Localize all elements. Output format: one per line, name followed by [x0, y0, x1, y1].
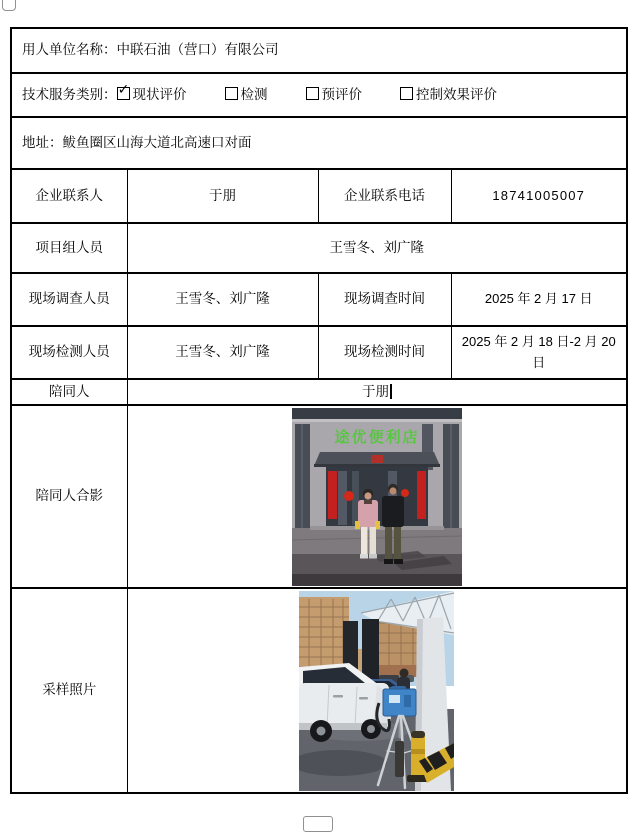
contact-phone-value: 18741005007 [492, 187, 586, 203]
checkbox-option-control-effect-evaluation[interactable] [400, 87, 497, 102]
table-row [11, 28, 627, 73]
employer-name-label: 用人单位名称： [22, 42, 117, 58]
table-row [11, 405, 627, 588]
sampling-photo[interactable] [299, 591, 454, 791]
survey-time-value-cell[interactable] [451, 273, 627, 326]
escort-value-cell[interactable] [127, 379, 627, 405]
survey-staff-value-cell[interactable] [127, 273, 318, 326]
escort-photo-label: 陪同人合影 [35, 488, 103, 504]
table-row [11, 223, 627, 273]
test-time-value: 2025 年 2 月 18 日-2 月 20 日 [461, 333, 616, 370]
escort-label-cell[interactable] [11, 379, 127, 405]
sampling-photo-cell[interactable] [127, 588, 627, 793]
escort-group-photo[interactable] [292, 408, 462, 586]
escort-photo-cell[interactable] [127, 405, 627, 588]
checkbox-option-status-evaluation[interactable] [117, 80, 187, 102]
survey-time-value: 2025 年 2 月 17 日 [484, 291, 593, 307]
checkbox-option-detection[interactable] [225, 87, 268, 102]
survey-staff-label: 现场调查人员 [28, 291, 110, 307]
checkbox-option-label: 控制效果评价 [416, 86, 497, 102]
table-row [11, 326, 627, 379]
test-staff-value-cell[interactable] [127, 326, 318, 379]
sampling-photo-label-cell[interactable] [11, 588, 127, 793]
contact-person-label-cell[interactable] [11, 169, 127, 223]
service-info-table [10, 27, 628, 794]
table-row [11, 273, 627, 326]
table-row [11, 588, 627, 793]
contact-person-label: 企业联系人 [35, 187, 103, 203]
test-staff-label: 现场检测人员 [28, 344, 110, 360]
test-time-value-cell[interactable] [451, 326, 627, 379]
store-sign-text: 途优便利店 [334, 428, 420, 446]
checkbox-unchecked-icon[interactable] [306, 87, 319, 100]
address-label: 地址： [22, 134, 63, 150]
checkbox-option-label: 检测 [240, 86, 268, 102]
ui-stub-bottom [303, 816, 333, 832]
project-team-label-cell[interactable] [11, 223, 127, 273]
contact-phone-label: 企业联系电话 [344, 187, 425, 203]
test-time-label: 现场检测时间 [344, 344, 425, 360]
escort-photo-label-cell[interactable] [11, 405, 127, 588]
escort-value: 于朋 [362, 383, 389, 399]
table-row [11, 379, 627, 405]
checkbox-checked-icon[interactable]: ✓ [117, 87, 130, 100]
project-team-value: 王雪冬、刘广隆 [329, 239, 424, 255]
survey-staff-label-cell[interactable] [11, 273, 127, 326]
text-cursor [390, 384, 392, 399]
service-category-cell[interactable] [11, 73, 627, 117]
service-category-label: 技术服务类别： [22, 86, 117, 102]
employer-name-cell[interactable] [11, 28, 627, 73]
table-row [11, 117, 627, 169]
table-row [11, 169, 627, 223]
test-staff-label-cell[interactable] [11, 326, 127, 379]
address-value: 鲅鱼圈区山海大道北高速口对面 [62, 134, 252, 150]
contact-phone-value-cell[interactable] [451, 169, 627, 223]
escort-label: 陪同人 [49, 383, 90, 399]
survey-staff-value: 王雪冬、刘广隆 [175, 291, 270, 307]
checkbox-option-pre-evaluation[interactable] [306, 87, 363, 102]
contact-person-value: 于朋 [209, 187, 236, 203]
dark-bollard [395, 741, 404, 777]
test-time-label-cell[interactable] [318, 326, 451, 379]
checkbox-unchecked-icon[interactable] [400, 87, 413, 100]
project-team-label: 项目组人员 [35, 239, 103, 255]
contact-person-value-cell[interactable] [127, 169, 318, 223]
project-team-value-cell[interactable] [127, 223, 627, 273]
checkbox-unchecked-icon[interactable] [225, 87, 238, 100]
employer-name-value: 中联石油（营口）有限公司 [116, 42, 279, 58]
test-staff-value: 王雪冬、刘广隆 [175, 344, 270, 360]
address-cell[interactable] [11, 117, 627, 169]
ui-stub-top-left [2, 0, 16, 11]
survey-time-label: 现场调查时间 [344, 291, 425, 307]
checkbox-option-label: 现状评价 [132, 86, 187, 102]
table-row [11, 73, 627, 117]
checkbox-option-label: 预评价 [321, 86, 362, 102]
sampling-instrument [383, 686, 416, 716]
survey-time-label-cell[interactable] [318, 273, 451, 326]
contact-phone-label-cell[interactable] [318, 169, 451, 223]
sampling-photo-label: 采样照片 [42, 682, 97, 698]
